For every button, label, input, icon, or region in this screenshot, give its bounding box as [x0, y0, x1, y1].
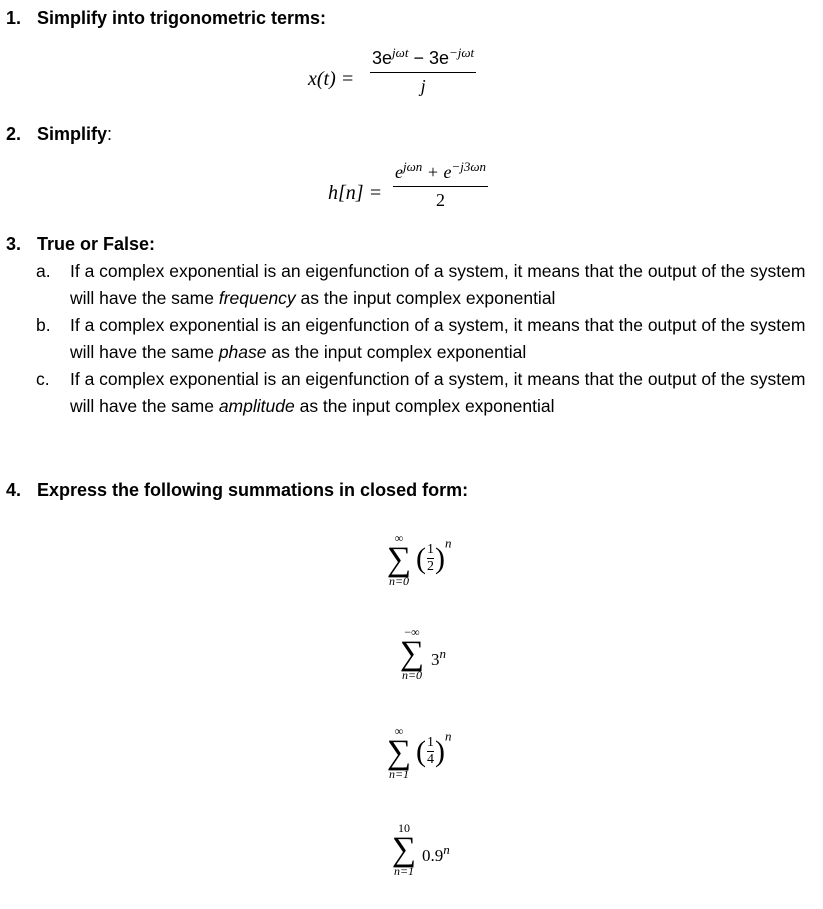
- q3-item-text: If a complex exponential is an eigenfunction of a system, it means that the output of the system will have the same phase as the input complex exponential: [70, 315, 806, 362]
- sum-3: [383, 725, 415, 781]
- q2-numerator: $e^{j\omega n} + e^{-j3\omega n}$: [395, 159, 487, 182]
- q1-fraction-bar: [370, 72, 476, 73]
- sigma-symbol: ∑: [386, 734, 412, 771]
- sigma-symbol: ∑: [386, 541, 412, 578]
- sum-1-term: ( 1 2 ) $^n$: [416, 535, 452, 575]
- sum-4: [388, 822, 420, 878]
- q2-fraction: [393, 159, 488, 211]
- sum-upper-limit: ∞: [394, 531, 404, 545]
- q1-fraction: [370, 45, 476, 97]
- q2-denominator: 2: [436, 190, 445, 210]
- sum-lower-limit: n=0: [388, 574, 410, 588]
- q3-item-label: a.: [36, 261, 51, 281]
- q2-lhs: h[n] =: [328, 182, 383, 204]
- q3-number: 3.: [6, 234, 22, 254]
- q3-item-text: If a complex exponential is an eigenfunction of a system, it means that the output of the system will have the same frequency as the input complex exponential: [70, 261, 806, 308]
- q3-item-label: c.: [36, 369, 50, 389]
- q3-item-text: If a complex exponential is an eigenfunction of a system, it means that the output of the system will have the same amplitude as the input complex exponential: [70, 369, 806, 416]
- q3-item-label: b.: [36, 315, 51, 335]
- sigma-symbol: ∑: [391, 831, 417, 868]
- sum-2-term: 3$^n$: [431, 646, 446, 669]
- sum-lower-limit: n=1: [393, 864, 415, 878]
- q3-heading: True or False:: [37, 234, 156, 254]
- sigma-symbol: ∑: [399, 635, 425, 672]
- q2-heading: Simplify:: [37, 124, 113, 144]
- sum-upper-limit: ∞: [394, 724, 404, 738]
- q1-numerator: $3e^{j\omega t} - 3e^{-j\omega t}$: [372, 45, 475, 68]
- q1-number: 1.: [6, 8, 22, 28]
- sum-upper-limit: −∞: [404, 625, 420, 639]
- sum-1: [383, 532, 415, 588]
- sum-lower-limit: n=0: [401, 668, 423, 682]
- q2-fraction-bar: [393, 186, 488, 187]
- q1-lhs: x(t) =: [308, 68, 355, 90]
- sum-lower-limit: n=1: [388, 767, 410, 781]
- q4-heading: Express the following summations in closed form:: [37, 480, 469, 500]
- q1-heading: Simplify into trigonometric terms:: [37, 8, 327, 28]
- sum-3-term: ( 1 4 ) $^n$: [416, 728, 452, 768]
- q2-number: 2.: [6, 124, 22, 144]
- q1-denominator: j: [420, 76, 426, 96]
- q4-number: 4.: [6, 480, 22, 500]
- sum-4-term: 0.9$^n$: [422, 842, 450, 865]
- sum-upper-limit: 10: [398, 821, 410, 835]
- sum-2: [396, 626, 428, 682]
